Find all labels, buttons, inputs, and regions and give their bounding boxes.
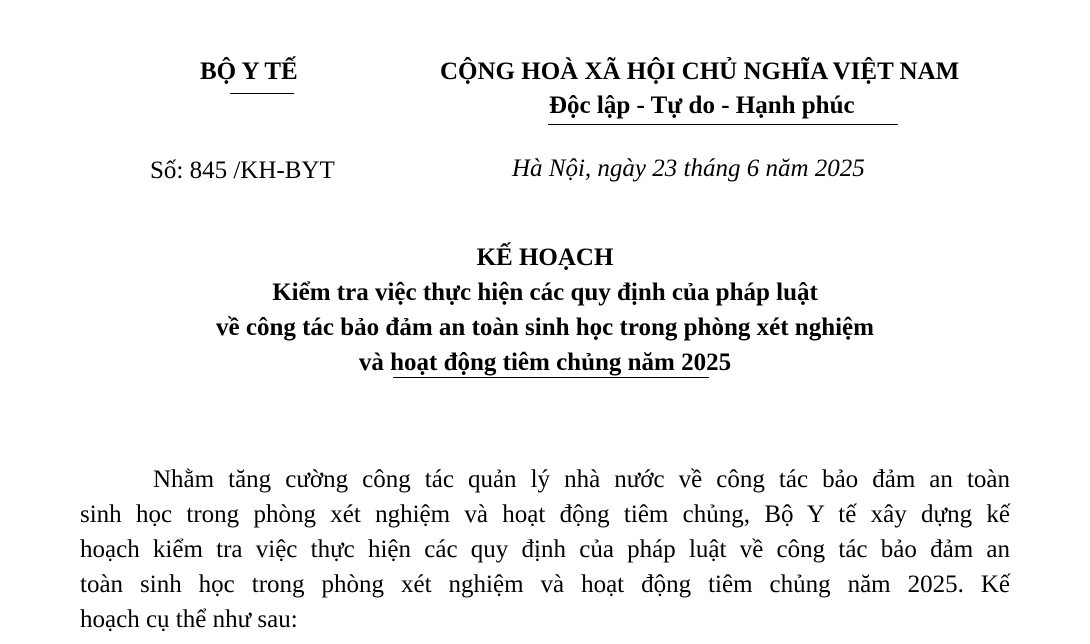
body-line: hoạch cụ thể như sau: xyxy=(80,606,298,633)
national-title: CỘNG HOÀ XÃ HỘI CHỦ NGHĨA VIỆT NAM xyxy=(440,58,960,85)
body-line: Nhằm tăng cường công tác quản lý nhà nước về công tác bảo đảm an toàn xyxy=(153,466,1010,493)
place-and-date: Hà Nội, ngày 23 tháng 6 năm 2025 xyxy=(512,155,865,182)
body-line: hoạch kiểm tra việc thực hiện các quy định của pháp luật về công tác bảo đảm an xyxy=(80,536,1010,563)
title-line: về công tác bảo đảm an toàn sinh học trong phòng xét nghiệm xyxy=(216,314,874,341)
body-line: toàn sinh học trong phòng xét nghiệm và hoạt động tiêm chủng năm 2025. Kế xyxy=(80,571,1010,598)
motto-underline xyxy=(548,124,898,125)
title-underline xyxy=(393,377,709,378)
title-line: và hoạt động tiêm chủng năm 2025 xyxy=(358,349,732,376)
document-type: KẾ HOẠCH xyxy=(476,244,614,271)
body-line: sinh học trong phòng xét nghiệm và hoạt động tiêm chủng, Bộ Y tế xây dựng kế xyxy=(80,501,1010,528)
body-paragraph xyxy=(80,462,1010,637)
agency-underline xyxy=(230,93,294,94)
document-title xyxy=(0,240,1090,380)
title-line: Kiểm tra việc thực hiện các quy định của pháp luật xyxy=(272,279,818,306)
document-number: Số: 845 /KH-BYT xyxy=(150,157,335,184)
issuing-agency: BỘ Y TẾ xyxy=(200,58,298,85)
national-motto: Độc lập - Tự do - Hạnh phúc xyxy=(549,92,855,119)
